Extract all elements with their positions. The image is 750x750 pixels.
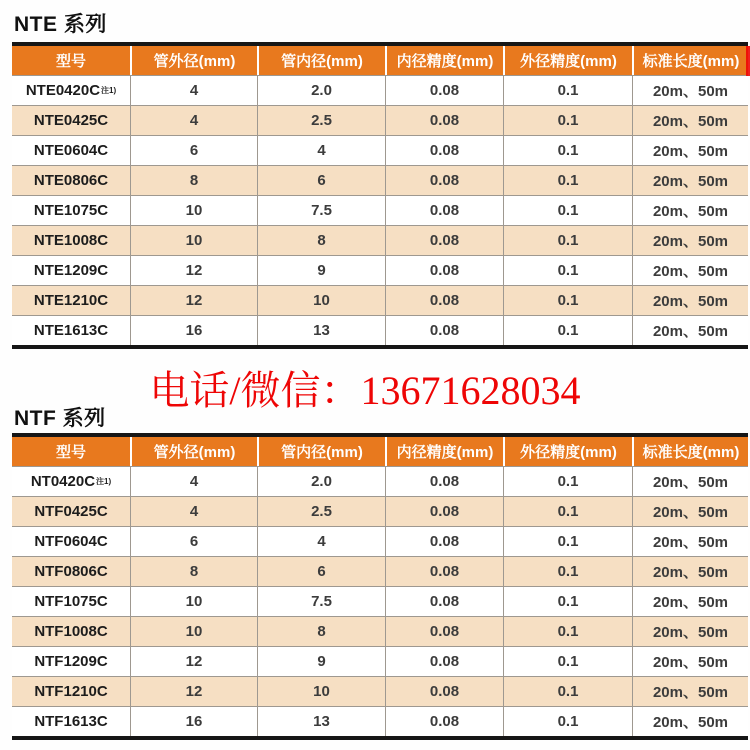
table-header-row <box>12 437 748 466</box>
outer-diameter-cell: 12 <box>130 286 257 315</box>
inner-tolerance-cell: 0.08 <box>385 497 503 526</box>
outer-diameter-cell: 10 <box>130 617 257 646</box>
outer-diameter-cell: 10 <box>130 226 257 255</box>
column-header: 内径精度(mm) <box>385 437 503 466</box>
model-cell <box>12 196 130 225</box>
column-header: 内径精度(mm) <box>385 46 503 75</box>
outer-tolerance-cell: 0.1 <box>503 497 632 526</box>
model-number: NTF1613C <box>34 713 108 730</box>
length-cell: 20m、50m <box>632 617 748 646</box>
inner-tolerance-cell: 0.08 <box>385 76 503 105</box>
inner-diameter-cell: 2.0 <box>257 467 385 496</box>
length-cell: 20m、50m <box>632 76 748 105</box>
outer-tolerance-cell: 0.1 <box>503 286 632 315</box>
model-number: NTE1075C <box>33 202 109 219</box>
length-cell: 20m、50m <box>632 316 748 345</box>
outer-tolerance-cell: 0.1 <box>503 707 632 736</box>
model-footnote: 注1) <box>101 85 117 95</box>
nte-series-title: NTE 系列 <box>14 13 107 36</box>
outer-diameter-cell: 8 <box>130 557 257 586</box>
length-cell: 20m、50m <box>632 256 748 285</box>
inner-tolerance-cell: 0.08 <box>385 256 503 285</box>
inner-diameter-cell: 7.5 <box>257 587 385 616</box>
length-cell: 20m、50m <box>632 467 748 496</box>
outer-diameter-cell: 16 <box>130 707 257 736</box>
model-number: NTE0420C <box>25 82 101 99</box>
inner-tolerance-cell: 0.08 <box>385 617 503 646</box>
table-row <box>12 466 748 496</box>
column-header: 型号 <box>55 444 86 461</box>
model-number: NTE1209C <box>33 262 109 279</box>
outer-tolerance-cell: 0.1 <box>503 316 632 345</box>
model-cell <box>12 226 130 255</box>
inner-diameter-cell: 10 <box>257 677 385 706</box>
model-cell <box>12 617 130 646</box>
inner-tolerance-cell: 0.08 <box>385 587 503 616</box>
nte-spec-table <box>12 42 748 349</box>
model-number: NTE1613C <box>33 322 109 339</box>
outer-tolerance-cell: 0.1 <box>503 467 632 496</box>
table-row <box>12 556 748 586</box>
model-number: NTE0425C <box>33 112 109 129</box>
length-cell: 20m、50m <box>632 557 748 586</box>
inner-diameter-cell: 10 <box>257 286 385 315</box>
column-header: 型号 <box>55 53 86 70</box>
outer-diameter-cell: 10 <box>130 196 257 225</box>
outer-tolerance-cell: 0.1 <box>503 196 632 225</box>
inner-tolerance-cell: 0.08 <box>385 557 503 586</box>
table-row <box>12 496 748 526</box>
model-cell <box>12 677 130 706</box>
inner-tolerance-cell: 0.08 <box>385 166 503 195</box>
column-header: 标准长度(mm) <box>632 46 748 75</box>
model-cell <box>12 76 130 105</box>
model-cell <box>12 527 130 556</box>
column-header: 管外径(mm) <box>130 46 257 75</box>
inner-diameter-cell: 2.5 <box>257 106 385 135</box>
length-cell: 20m、50m <box>632 527 748 556</box>
watermark-contact-text: 电话/微信：13671628034 <box>149 368 581 413</box>
model-cell <box>12 316 130 345</box>
table-row <box>12 676 748 706</box>
table-row <box>12 225 748 255</box>
table-row <box>12 315 748 345</box>
outer-diameter-cell: 12 <box>130 677 257 706</box>
inner-diameter-cell: 9 <box>257 647 385 676</box>
model-cell <box>12 557 130 586</box>
inner-tolerance-cell: 0.08 <box>385 106 503 135</box>
inner-diameter-cell: 6 <box>257 166 385 195</box>
column-header: 外径精度(mm) <box>503 437 632 466</box>
column-header: 外径精度(mm) <box>503 46 632 75</box>
model-cell <box>12 286 130 315</box>
inner-tolerance-cell: 0.08 <box>385 467 503 496</box>
model-number: NTF1075C <box>34 593 108 610</box>
model-number: NTE0604C <box>33 142 109 159</box>
length-cell: 20m、50m <box>632 226 748 255</box>
inner-tolerance-cell: 0.08 <box>385 196 503 225</box>
table-row <box>12 706 748 736</box>
model-number: NT0420C <box>30 473 96 490</box>
table-row <box>12 75 748 105</box>
length-cell: 20m、50m <box>632 136 748 165</box>
length-cell: 20m、50m <box>632 106 748 135</box>
model-number: NTF1209C <box>34 653 108 670</box>
length-cell: 20m、50m <box>632 196 748 225</box>
outer-diameter-cell: 12 <box>130 647 257 676</box>
length-cell: 20m、50m <box>632 497 748 526</box>
inner-diameter-cell: 13 <box>257 316 385 345</box>
model-cell <box>12 256 130 285</box>
outer-tolerance-cell: 0.1 <box>503 136 632 165</box>
inner-diameter-cell: 6 <box>257 557 385 586</box>
model-number: NTF0806C <box>34 563 108 580</box>
model-number: NTF0425C <box>34 503 108 520</box>
outer-tolerance-cell: 0.1 <box>503 527 632 556</box>
outer-tolerance-cell: 0.1 <box>503 647 632 676</box>
outer-diameter-cell: 6 <box>130 136 257 165</box>
outer-tolerance-cell: 0.1 <box>503 617 632 646</box>
column-header: 管外径(mm) <box>130 437 257 466</box>
inner-tolerance-cell: 0.08 <box>385 316 503 345</box>
length-cell: 20m、50m <box>632 587 748 616</box>
model-number: NTE1210C <box>33 292 109 309</box>
outer-diameter-cell: 12 <box>130 256 257 285</box>
inner-diameter-cell: 4 <box>257 527 385 556</box>
inner-diameter-cell: 9 <box>257 256 385 285</box>
inner-tolerance-cell: 0.08 <box>385 527 503 556</box>
inner-diameter-cell: 8 <box>257 617 385 646</box>
inner-tolerance-cell: 0.08 <box>385 647 503 676</box>
inner-tolerance-cell: 0.08 <box>385 226 503 255</box>
table-row <box>12 135 748 165</box>
model-cell <box>12 467 130 496</box>
table-row <box>12 165 748 195</box>
model-cell <box>12 647 130 676</box>
column-header: 管内径(mm) <box>257 437 385 466</box>
table-header-row <box>12 46 748 75</box>
length-cell: 20m、50m <box>632 647 748 676</box>
outer-tolerance-cell: 0.1 <box>503 557 632 586</box>
model-footnote: 注1) <box>96 476 112 486</box>
outer-tolerance-cell: 0.1 <box>503 587 632 616</box>
outer-diameter-cell: 4 <box>130 106 257 135</box>
model-number: NTE1008C <box>33 232 109 249</box>
inner-diameter-cell: 7.5 <box>257 196 385 225</box>
inner-tolerance-cell: 0.08 <box>385 286 503 315</box>
inner-tolerance-cell: 0.08 <box>385 677 503 706</box>
model-number: NTF1210C <box>34 683 108 700</box>
outer-diameter-cell: 6 <box>130 527 257 556</box>
table-row <box>12 285 748 315</box>
table-row <box>12 616 748 646</box>
outer-diameter-cell: 8 <box>130 166 257 195</box>
inner-tolerance-cell: 0.08 <box>385 136 503 165</box>
ntf-spec-table <box>12 433 748 740</box>
model-cell <box>12 707 130 736</box>
inner-diameter-cell: 2.0 <box>257 76 385 105</box>
inner-diameter-cell: 13 <box>257 707 385 736</box>
right-edge-red-strip <box>746 46 750 76</box>
inner-tolerance-cell: 0.08 <box>385 707 503 736</box>
column-header: 标准长度(mm) <box>632 437 748 466</box>
length-cell: 20m、50m <box>632 166 748 195</box>
inner-diameter-cell: 4 <box>257 136 385 165</box>
length-cell: 20m、50m <box>632 707 748 736</box>
outer-tolerance-cell: 0.1 <box>503 226 632 255</box>
outer-diameter-cell: 16 <box>130 316 257 345</box>
outer-tolerance-cell: 0.1 <box>503 106 632 135</box>
outer-tolerance-cell: 0.1 <box>503 166 632 195</box>
model-cell <box>12 497 130 526</box>
model-cell <box>12 106 130 135</box>
outer-diameter-cell: 10 <box>130 587 257 616</box>
outer-tolerance-cell: 0.1 <box>503 76 632 105</box>
outer-tolerance-cell: 0.1 <box>503 256 632 285</box>
outer-tolerance-cell: 0.1 <box>503 677 632 706</box>
table-row <box>12 646 748 676</box>
table-row <box>12 105 748 135</box>
table-row <box>12 255 748 285</box>
length-cell: 20m、50m <box>632 286 748 315</box>
model-number: NTF0604C <box>34 533 108 550</box>
outer-diameter-cell: 4 <box>130 467 257 496</box>
outer-diameter-cell: 4 <box>130 497 257 526</box>
table-row <box>12 195 748 225</box>
table-row <box>12 586 748 616</box>
model-cell <box>12 136 130 165</box>
column-header: 管内径(mm) <box>257 46 385 75</box>
inner-diameter-cell: 2.5 <box>257 497 385 526</box>
model-cell <box>12 587 130 616</box>
table-row <box>12 526 748 556</box>
ntf-series-title: NTF 系列 <box>14 407 106 430</box>
length-cell: 20m、50m <box>632 677 748 706</box>
model-cell <box>12 166 130 195</box>
inner-diameter-cell: 8 <box>257 226 385 255</box>
model-number: NTF1008C <box>34 623 108 640</box>
model-number: NTE0806C <box>33 172 109 189</box>
outer-diameter-cell: 4 <box>130 76 257 105</box>
